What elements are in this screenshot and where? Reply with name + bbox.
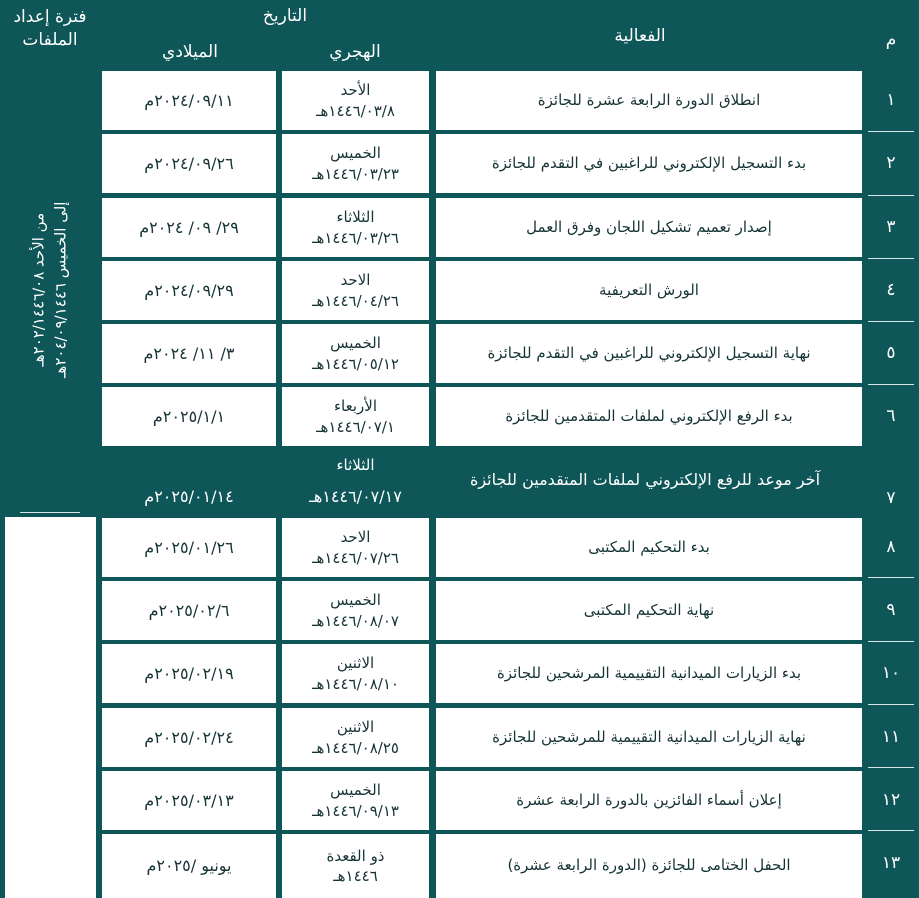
row-separator xyxy=(868,321,914,322)
period-header: فترة إعداد الملفات xyxy=(13,7,87,50)
hijri-day: ذو القعدة xyxy=(326,846,385,865)
hijri-date: ١٤٤٦/٠٨/٠٧هـ xyxy=(312,611,399,630)
hijri-cell xyxy=(282,198,429,257)
row-number: ٥ xyxy=(886,343,896,363)
hijri-day: الاحد xyxy=(340,528,371,547)
gregorian-cell: ٢٠٢٥/٠٢/١٩م xyxy=(102,644,276,703)
row-number: ٤ xyxy=(886,280,896,300)
event-cell: بدء الرفع الإلكتروني لملفات المتقدمين للجائزة xyxy=(436,387,862,446)
hijri-day-special: الثلاثاء xyxy=(336,456,375,474)
row-separator xyxy=(868,577,914,578)
hijri-day: الخميس xyxy=(330,334,381,353)
side-white-panel xyxy=(5,517,96,898)
hijri-date: ١٤٤٦/٠٣/٨هـ xyxy=(316,101,395,120)
event-text-special: آخر موعد للرفع الإلكتروني لملفات المتقدمين للجائزة xyxy=(469,470,821,489)
hijri-cell xyxy=(282,71,429,130)
hijri-cell xyxy=(282,518,429,577)
hijri-cell xyxy=(282,324,429,383)
row-number: ١٠ xyxy=(881,663,901,683)
gregorian-cell: ٢٠٢٥/٠٣/١٣م xyxy=(102,771,276,830)
event-cell: إصدار تعميم تشكيل اللجان وفرق العمل xyxy=(436,198,862,257)
hijri-date: ١٤٤٦/٠٧/٢٦هـ xyxy=(312,548,399,567)
hijri-date: ١٤٤٦/٠٥/١٢هـ xyxy=(312,354,399,373)
event-cell: إعلان أسماء الفائزين بالدورة الرابعة عشرة xyxy=(436,771,862,830)
hijri-date: ١٤٤٦/٠٨/١٠هـ xyxy=(312,674,399,693)
event-cell: بدء التسجيل الإلكتروني للراغبين في التقدم للجائزة xyxy=(436,134,862,193)
row-number: ٩ xyxy=(886,600,896,620)
hijri-cell xyxy=(282,834,429,898)
row-separator xyxy=(868,258,914,259)
hijri-date: ١٤٤٦/٠٧/١هـ xyxy=(316,417,395,436)
side-period-from: من الأحد ٢٠٢/١٤٤٦/٠٨هـ xyxy=(29,213,48,367)
side-period-to: إلى الخميس ٢٠٤/٠٩/١٤٤٦هـ xyxy=(51,201,69,379)
row-number: ٨ xyxy=(886,537,896,557)
row-separator xyxy=(868,704,914,705)
row-separator xyxy=(868,767,914,768)
gregorian-cell: ٢٠٢٤/٠٩/٢٩م xyxy=(102,261,276,320)
row-number: ١٢ xyxy=(881,790,901,810)
hijri-day: الخميس xyxy=(330,144,381,163)
hijri-day: الخميس xyxy=(330,781,381,800)
gregorian-cell: ٢٠٢٥/٠٢/٦م xyxy=(102,581,276,640)
row-separator xyxy=(868,641,914,642)
event-cell: نهاية الزيارات الميدانية التقييمية للمرشحين للجائزة xyxy=(436,708,862,767)
event-cell: الحفل الختامى للجائزة (الدورة الرابعة عشرة) xyxy=(436,834,862,898)
row-separator xyxy=(868,384,914,385)
row-number: ٢ xyxy=(886,153,896,173)
hijri-cell xyxy=(282,581,429,640)
index-header: م xyxy=(885,30,897,50)
hijri-cell xyxy=(282,387,429,446)
row-number: ٦ xyxy=(886,406,896,426)
gregorian-cell: ٢٠٢٥/١/١م xyxy=(102,387,276,446)
row-separator xyxy=(868,131,914,132)
gregorian-header: الميلادي xyxy=(162,42,218,62)
hijri-date: ١٤٤٦/٠٨/٢٥هـ xyxy=(312,738,399,757)
row-separator xyxy=(868,830,914,831)
row-number: ٣ xyxy=(886,217,896,237)
hijri-date-special: ١٤٤٦/٠٧/١٧هـ xyxy=(309,487,402,506)
event-cell: نهاية التسجيل الإلكتروني للراغبين في التقدم للجائزة xyxy=(436,324,862,383)
gregorian-cell: ٢٠٢٤/٠٩/١١م xyxy=(102,71,276,130)
gregorian-cell: ٢٩/ ٠٩/ ٢٠٢٤م xyxy=(102,198,276,257)
gregorian-cell: ٣/ ١١/ ٢٠٢٤م xyxy=(102,324,276,383)
event-cell: نهاية التحكيم المكتبى xyxy=(436,581,862,640)
side-period xyxy=(0,170,100,410)
date-header: التاريخ xyxy=(262,6,308,26)
hijri-day: الاحد xyxy=(340,271,371,290)
hijri-cell xyxy=(282,644,429,703)
gregorian-cell: ٢٠٢٥/٠٢/٢٤م xyxy=(102,708,276,767)
hijri-header: الهجري xyxy=(329,42,381,62)
hijri-cell xyxy=(282,134,429,193)
event-cell: انطلاق الدورة الرابعة عشرة للجائزة xyxy=(436,71,862,130)
hijri-cell xyxy=(282,261,429,320)
hijri-day: الأربعاء xyxy=(334,397,378,416)
event-cell: بدء التحكيم المكتبى xyxy=(436,518,862,577)
gregorian-cell: ٢٠٢٥/٠١/٢٦م xyxy=(102,518,276,577)
event-cell: الورش التعريفية xyxy=(436,261,862,320)
hijri-day: الثلاثاء xyxy=(336,208,375,227)
hijri-cell xyxy=(282,771,429,830)
hijri-day: الاثنين xyxy=(336,718,375,737)
event-header: الفعالية xyxy=(614,26,666,46)
row-number: ٧ xyxy=(886,488,896,508)
hijri-cell xyxy=(282,708,429,767)
hijri-day: الخميس xyxy=(330,591,381,610)
hijri-date: ١٤٤٦/٠٣/٢٦هـ xyxy=(312,228,399,247)
row-separator xyxy=(868,195,914,196)
row-number: ١١ xyxy=(881,727,901,747)
row-number: ١ xyxy=(886,90,896,110)
hijri-date: ١٤٤٦/٠٩/١٣هـ xyxy=(312,801,399,820)
hijri-day: الأحد xyxy=(340,81,371,100)
hijri-date: ١٤٤٦/٠٤/٢٦هـ xyxy=(312,291,399,310)
gregorian-cell: ٢٠٢٤/٠٩/٢٦م xyxy=(102,134,276,193)
hijri-date: ١٤٤٦هـ xyxy=(333,867,378,885)
hijri-date: ١٤٤٦/٠٣/٢٣هـ xyxy=(312,164,399,183)
side-divider xyxy=(20,512,80,513)
hijri-day: الاثنين xyxy=(336,654,375,673)
event-cell: بدء الزيارات الميدانية التقييمية المرشحين للجائزة xyxy=(436,644,862,703)
gregorian-cell: يونيو /٢٠٢٥م xyxy=(102,834,276,898)
row-number: ١٣ xyxy=(881,853,901,873)
gregorian-special: ٢٠٢٥/٠١/١٤م xyxy=(144,487,234,506)
